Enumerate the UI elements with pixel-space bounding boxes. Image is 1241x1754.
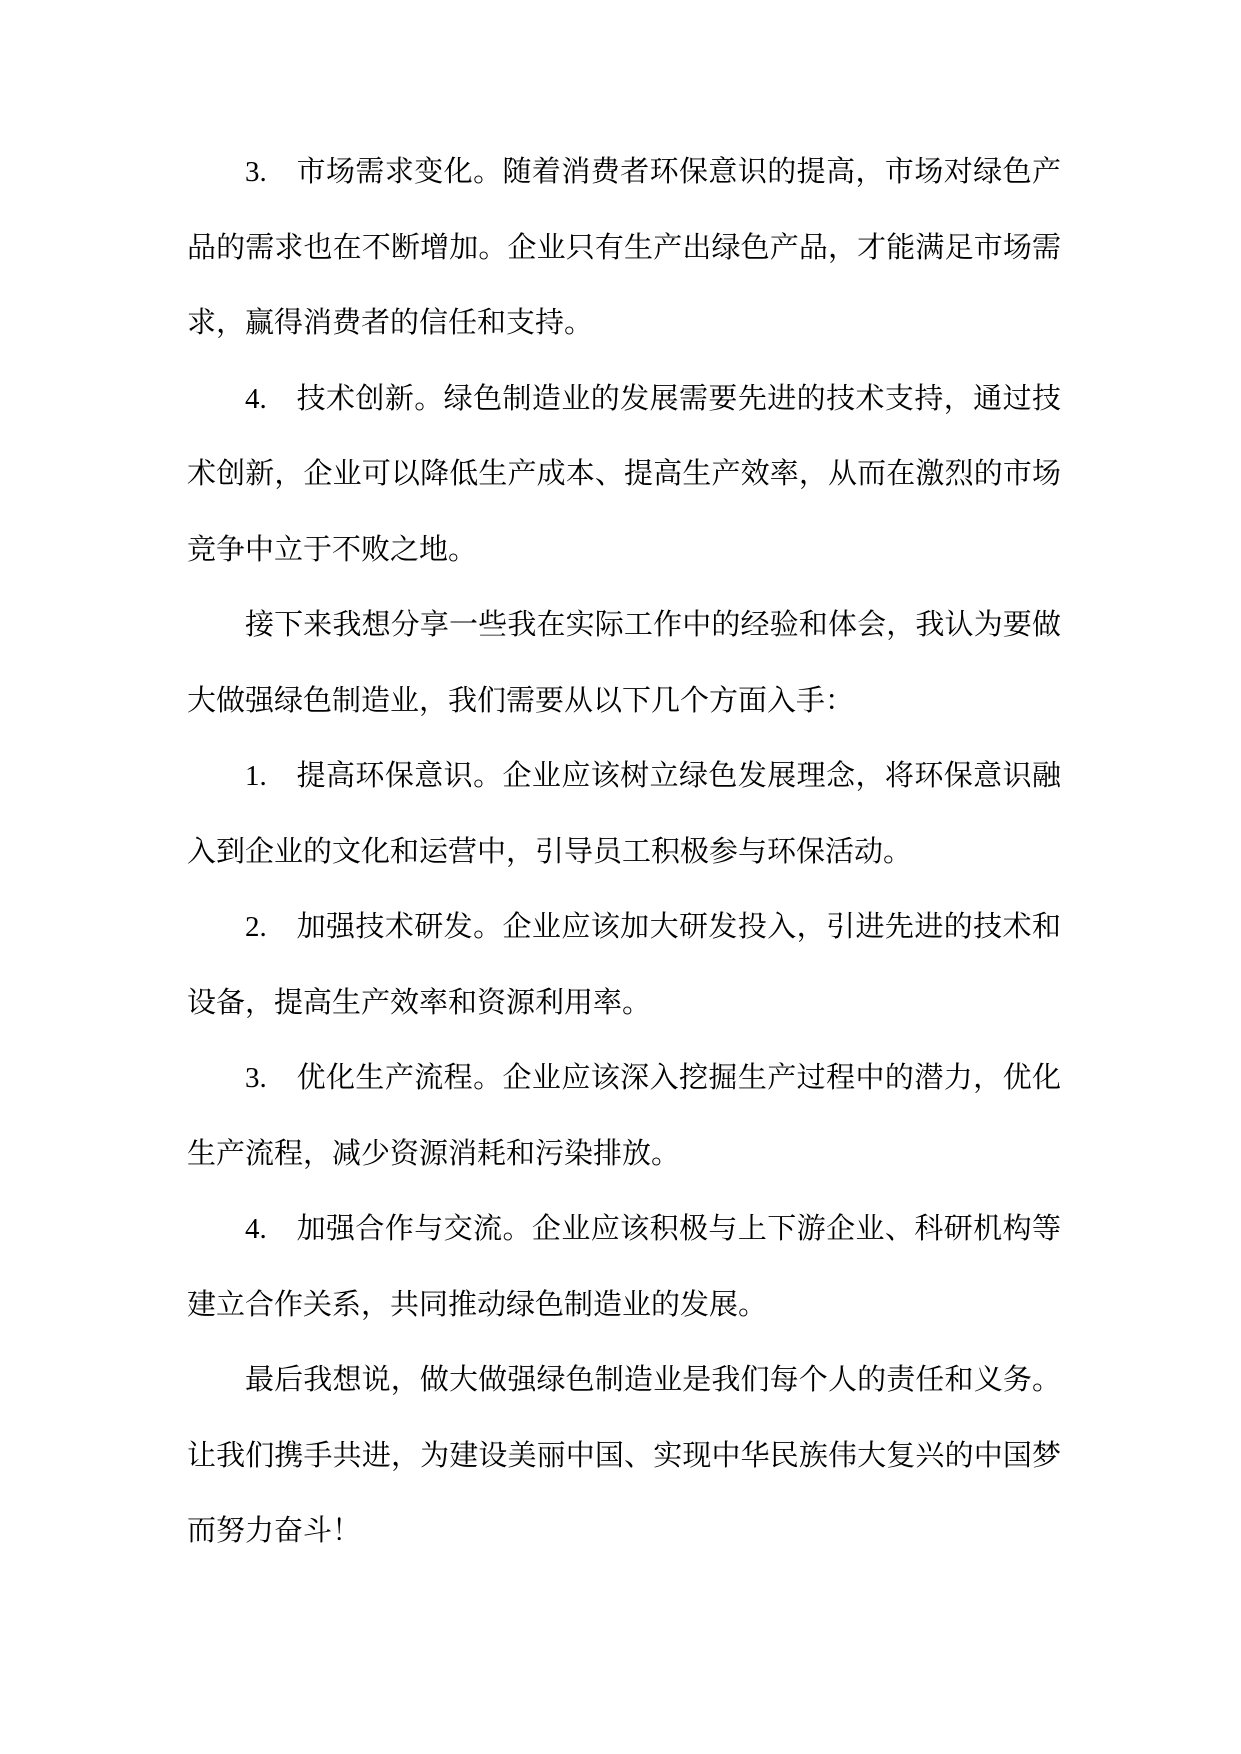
text-line: 术创新，企业可以降低生产成本、提高生产效率，从而在激烈的市场 (187, 458, 1061, 490)
text-line: 3. 优化生产流程。企业应该深入挖掘生产过程中的潜力，优化 (245, 1062, 1061, 1094)
text-line: 接下来我想分享一些我在实际工作中的经验和体会，我认为要做 (245, 609, 1061, 641)
text-line: 让我们携手共进，为建设美丽中国、实现中华民族伟大复兴的中国梦 (187, 1439, 1061, 1472)
text-line: 设备，提高生产效率和资源利用率。 (187, 986, 652, 1019)
text-line: 4. 技术创新。绿色制造业的发展需要先进的技术支持，通过技 (245, 382, 1061, 415)
text-line: 竞争中立于不败之地。 (187, 533, 478, 566)
text-line: 2. 加强技术研发。企业应该加大研发投入，引进先进的技术和 (245, 911, 1061, 943)
text-line: 1. 提高环保意识。企业应该树立绿色发展理念，将环保意识融 (245, 760, 1061, 792)
text-line: 而努力奋斗！ (187, 1515, 362, 1547)
text-line: 求，赢得消费者的信任和支持。 (187, 307, 594, 339)
document-body (187, 135, 1061, 1570)
text-line: 生产流程，减少资源消耗和污染排放。 (187, 1137, 681, 1170)
text-line: 建立合作关系，共同推动绿色制造业的发展。 (187, 1288, 768, 1321)
text-line: 4. 加强合作与交流。企业应该积极与上下游企业、科研机构等 (245, 1213, 1061, 1245)
text-line: 最后我想说，做大做强绿色制造业是我们每个人的责任和义务。 (245, 1364, 1061, 1396)
text-line: 3. 市场需求变化。随着消费者环保意识的提高，市场对绿色产 (245, 156, 1061, 188)
text-line: 品的需求也在不断增加。企业只有生产出绿色产品，才能满足市场需 (187, 231, 1061, 264)
text-line: 大做强绿色制造业，我们需要从以下几个方面入手： (187, 684, 855, 717)
text-line: 入到企业的文化和运营中，引导员工积极参与环保活动。 (187, 835, 913, 868)
